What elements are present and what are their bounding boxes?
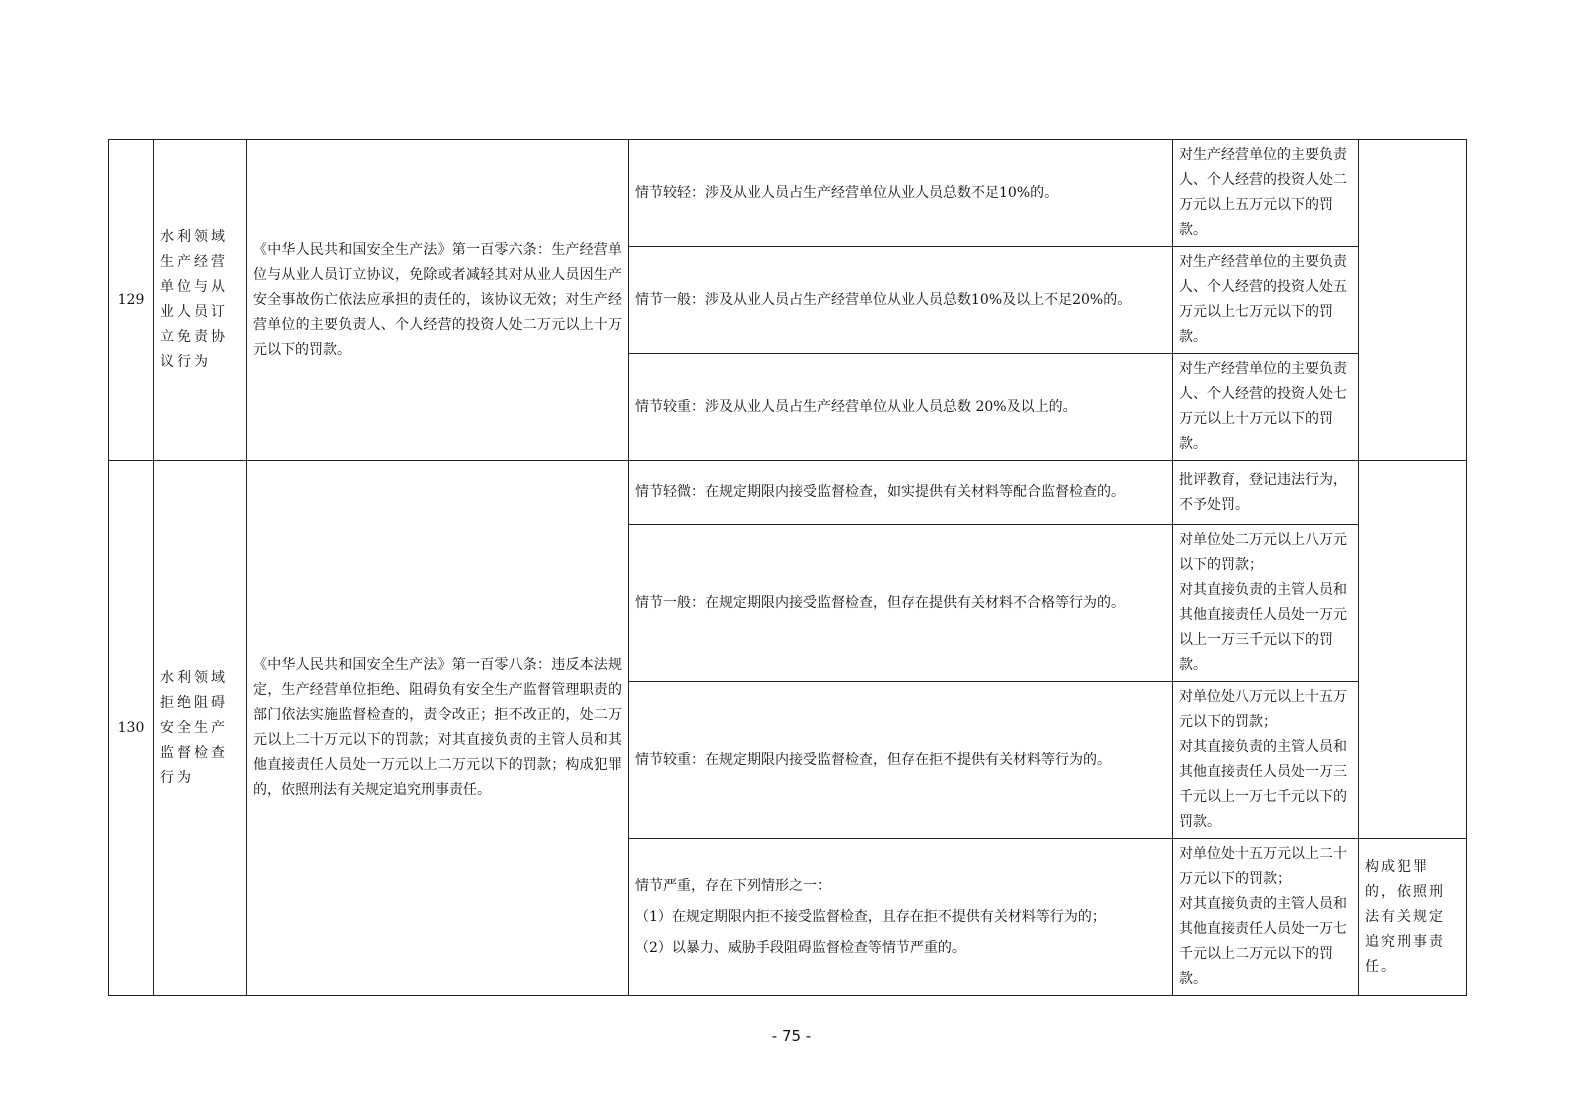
legal-basis: 《中华人民共和国安全生产法》第一百零八条：违反本法规定，生产经营单位拒绝、阻碍负有安全生产监督管理职责的部门依法实施监督检查的，责令改正；拒不改正的，处二万元以上二十万元以下的罚款；对其直接负责的主管人员和其他直接责任人员处一万元以上二万元以下的罚款；构成犯罪的，依照刑法有关规定追究刑事责任。 <box>247 461 629 996</box>
circumstance-cell: 情节轻微：在规定期限内接受监督检查，如实提供有关材料等配合监督检查的。 <box>629 461 1173 525</box>
circumstance-cell: 情节一般：在规定期限内接受监督检查，但存在提供有关材料不合格等行为的。 <box>629 525 1173 682</box>
circumstance-line: （2）以暴力、威胁手段阻碍监督检查等情节严重的。 <box>635 939 966 956</box>
circumstance-cell: 情节一般：涉及从业人员占生产经营单位从业人员总数10%及以上不足20%的。 <box>629 247 1173 354</box>
remark-cell: 构成犯罪的，依照刑法有关规定追究刑事责任。 <box>1359 839 1467 996</box>
legal-basis: 《中华人民共和国安全生产法》第一百零六条：生产经营单位与从业人员订立协议，免除或者减轻其对从业人员因生产安全事故伤亡依法应承担的责任的，该协议无效；对生产经营单位的主要负责人、个人经营的投资人处二万元以上十万元以下的罚款。 <box>247 140 629 461</box>
penalty-cell: 对生产经营单位的主要负责人、个人经营的投资人处五万元以上七万元以下的罚款。 <box>1173 247 1359 354</box>
penalty-cell: 批评教育，登记违法行为，不予处罚。 <box>1173 461 1359 525</box>
violation-name: 水利领域拒绝阻碍安全生产监督检查行为 <box>154 461 247 996</box>
remark-cell <box>1359 461 1467 839</box>
penalty-cell <box>1173 839 1359 996</box>
row-number: 129 <box>109 140 154 461</box>
penalty-discretion-table <box>108 139 1467 996</box>
penalty-line: 对单位处十五万元以上二十万元以下的罚款； <box>1179 846 1347 887</box>
penalty-line: 对其直接负责的主管人员和其他直接责任人员处一万元以上一万三千元以下的罚款。 <box>1179 582 1347 673</box>
penalty-line: 对单位处二万元以上八万元以下的罚款； <box>1179 532 1347 573</box>
circumstance-cell: 情节较重：在规定期限内接受监督检查，但存在拒不提供有关材料等行为的。 <box>629 682 1173 839</box>
penalty-cell <box>1173 525 1359 682</box>
penalty-line: 对其直接负责的主管人员和其他直接责任人员处一万七千元以上二万元以下的罚款。 <box>1179 896 1347 987</box>
page-number: - 75 - <box>771 1027 812 1045</box>
table-row <box>109 461 1467 525</box>
penalty-cell: 对生产经营单位的主要负责人、个人经营的投资人处二万元以上五万元以下的罚款。 <box>1173 140 1359 247</box>
penalty-line: 对单位处八万元以上十五万元以下的罚款； <box>1179 689 1347 730</box>
violation-name: 水利领域生产经营单位与从业人员订立免责协议行为 <box>154 140 247 461</box>
circumstance-cell: 情节较重：涉及从业人员占生产经营单位从业人员总数 20%及以上的。 <box>629 354 1173 461</box>
penalty-line: 对其直接负责的主管人员和其他直接责任人员处一万三千元以上一万七千元以下的罚款。 <box>1179 739 1347 830</box>
circumstance-line: 情节严重，存在下列情形之一： <box>635 877 831 894</box>
circumstance-cell <box>629 839 1173 996</box>
circumstance-cell: 情节较轻：涉及从业人员占生产经营单位从业人员总数不足10%的。 <box>629 140 1173 247</box>
penalty-cell <box>1173 682 1359 839</box>
circumstance-line: （1）在规定期限内拒不接受监督检查，且存在拒不提供有关材料等行为的； <box>635 908 1106 925</box>
table-row <box>109 140 1467 247</box>
row-number: 130 <box>109 461 154 996</box>
remark-cell <box>1359 140 1467 461</box>
penalty-cell: 对生产经营单位的主要负责人、个人经营的投资人处七万元以上十万元以下的罚款。 <box>1173 354 1359 461</box>
